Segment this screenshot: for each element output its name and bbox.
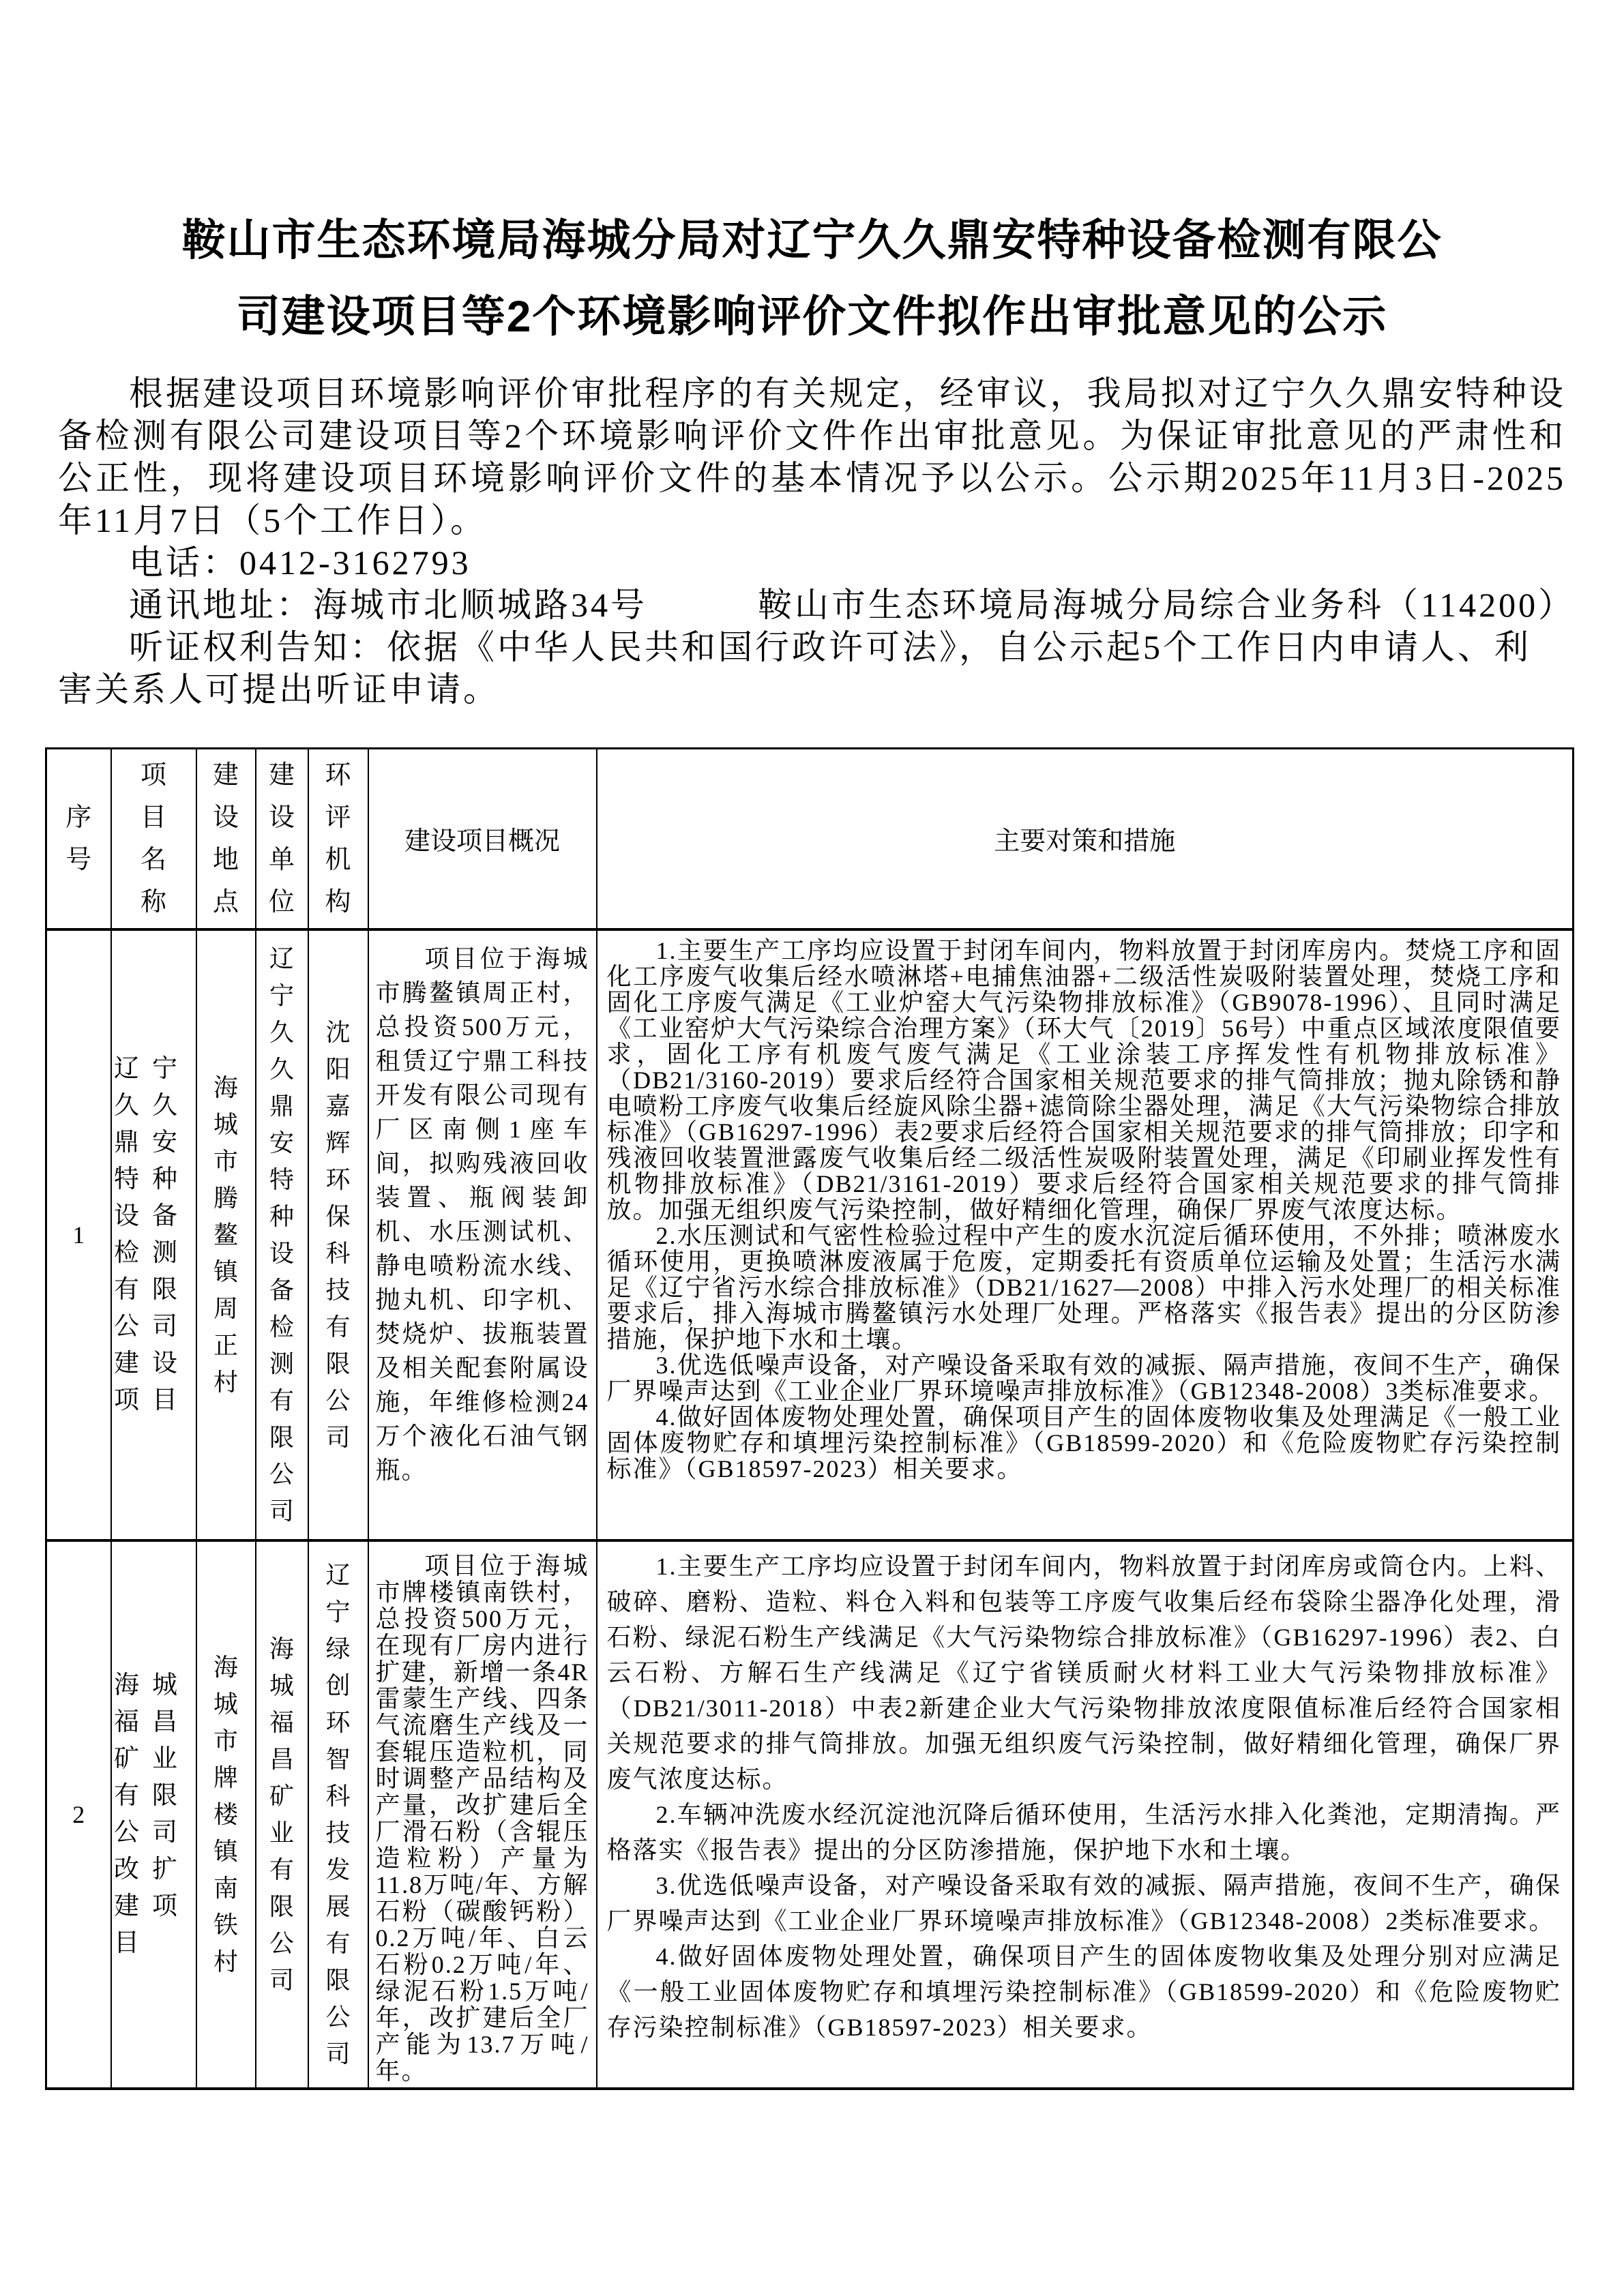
builder-cell: 辽宁久久鼎安特种设备检测有限公司 xyxy=(256,929,308,1540)
measure-item: 3.优选低噪声设备，对产噪设备采取有效的减振、隔声措施，夜间不生产，确保厂界噪声达到《工业企业厂界环境噪声排放标准》（GB12348-2008）3类标准要求。 xyxy=(606,1351,1561,1405)
overview-cell: 项目位于海城市腾鳌镇周正村，总投资500万元，租赁辽宁鼎工科技开发有限公司现有厂区南侧1座车间，拟购残液回收装置、瓶阀装卸机、水压测试机、静电喷粉流水线、抛丸机、印字机、焚烧炉、拔瓶装置及相关配套附属设施，年维修检测24万个液化石油气钢瓶。 xyxy=(368,929,597,1540)
measures-list xyxy=(597,1542,1573,2086)
col-header-agency: 环评机构 xyxy=(308,749,368,929)
measure-item: 3.优选低噪声设备，对产噪设备采取有效的减振、隔声措施，夜间不生产，确保厂界噪声达到《工业企业厂界环境噪声排放标准》（GB12348-2008）2类标准要求。 xyxy=(606,1871,1561,1935)
col-header-measures: 主要对策和措施 xyxy=(597,749,1574,929)
address-line: 通讯地址：海城市北顺城路34号 鞍山市生态环境局海城分局综合业务科（114200） xyxy=(129,586,1576,624)
builder-cell: 海城福昌矿业有限公司 xyxy=(256,1540,308,2089)
row-index: 1 xyxy=(46,929,111,1540)
project-name-cell: 辽宁久久鼎安特种设备检测有限公司建设项目 xyxy=(111,929,196,1540)
table-row xyxy=(46,929,1574,1540)
page-title: 鞍山市生态环境局海城分局对辽宁久久鼎安特种设备检测有限公司建设项目等2个环境影响评价文件拟作出审批意见的公示 xyxy=(181,215,1443,341)
measure-item: 4.做好固体废物处理处置，确保项目产生的固体废物收集及处理分别对应满足《一般工业固体废物贮存和填埋污染控制标准》（GB18599-2020）和《危险废物贮存污染控制标准》（GB18597-2023）相关要求。 xyxy=(606,1942,1561,2041)
col-header-location: 建设地点 xyxy=(196,749,256,929)
project-name-cell: 海城福昌矿业有限公司改扩建项目 xyxy=(111,1540,196,2089)
measures-list xyxy=(597,931,1573,1536)
measure-item: 1.主要生产工序均应设置于封闭车间内，物料放置于封闭库房内。焚烧工序和固化工序废气收集后经水喷淋塔+电捕焦油器+二级活性炭吸附装置处理，焚烧工序和固化工序废气满足《工业炉窑大气污染物排放标准》（GB9078-1996）、且同时满足《工业窑炉大气污染综合治理方案》（环大气〔2019〕56号）中重点区域浓度限值要求，固化工序有机废气废气满足《工业涂装工序挥发性有机物排放标准》（DB21/3160-2019）要求后经符合国家相关规范要求的排气筒排放；抛丸除锈和静电喷粉工序废气收集后经旋风除尘器+滤筒除尘器处理，满足《大气污染物综合排放标准》（GB16297-1996）表2要求后经符合国家相关规范要求的排气筒排放；印字和残液回收装置泄露废气收集后经二级活性炭吸附装置处理，满足《印刷业挥发性有机物排放标准》（DB21/3161-2019）要求后经符合国家相关规范要求的排气筒排放。加强无组织废气污染控制，做好精细化管理，确保厂界废气浓度达标。 xyxy=(606,936,1561,1223)
location-cell: 海城市腾鳌镇周正村 xyxy=(196,929,256,1540)
table-header-row xyxy=(46,749,1574,929)
measure-item: 2.水压测试和气密性检验过程中产生的废水沉淀后循环使用，不外排；喷淋废水循环使用，更换喷淋废液属于危废，定期委托有资质单位运输及处置；生活污水满足《辽宁省污水综合排放标准》（DB21/1627—2008）中排入污水处理厂的相关标准要求后，排入海城市腾鳌镇污水处理厂处理。严格落实《报告表》提出的分区防渗措施，保护地下水和土壤。 xyxy=(606,1221,1561,1353)
intro-paragraph: 根据建设项目环境影响评价审批程序的有关规定，经审议，我局拟对辽宁久久鼎安特种设备检测有限公司建设项目等2个环境影响评价文件作出审批意见。为保证审批意见的严肃性和公正性，现将建设项目环境影响评价文件的基本情况予以公示。公示期2025年11月3日-2025年11月7日（5个工作日）。 xyxy=(58,374,1566,539)
agency-cell: 沈阳嘉辉环保科技有限公司 xyxy=(308,929,368,1540)
location-cell: 海城市牌楼镇南铁村 xyxy=(196,1540,256,2089)
agency-cell: 辽宁绿创环智科技发展有限公司 xyxy=(308,1540,368,2089)
measure-item: 4.做好固体废物处理处置，确保项目产生的固体废物收集及处理满足《一般工业固体废物贮存和填埋污染控制标准》（GB18599-2020）和《危险废物贮存污染控制标准》（GB18597-2023）相关要求。 xyxy=(606,1403,1561,1482)
table-row xyxy=(46,1540,1574,2089)
projects-table xyxy=(45,747,1574,2090)
col-header-project-name: 项目名称 xyxy=(111,749,196,929)
measure-item: 1.主要生产工序均应设置于封闭车间内，物料放置于封闭库房或筒仓内。上料、破碎、磨粉、造粒、料仓入料和包装等工序废气收集后经布袋除尘器净化处理，滑石粉、绿泥石粉生产线满足《大气污染物综合排放标准》（GB16297-1996）表2、白云石粉、方解石生产线满足《辽宁省镁质耐火材料工业大气污染物排放标准》（DB21/3011-2018）中表2新建企业大气污染物排放浓度限值标准后经符合国家相关规范要求的排气筒排放。加强无组织废气污染控制，做好精细化管理，确保厂界废气浓度达标。 xyxy=(606,1552,1561,1793)
col-header-overview: 建设项目概况 xyxy=(368,749,597,929)
phone-line: 电话：0412-3162793 xyxy=(129,543,471,582)
intro-section xyxy=(58,372,1576,711)
overview-cell: 项目位于海城市牌楼镇南铁村，总投资500万元，在现有厂房内进行扩建，新增一条4R雷蒙生产线、四条气流磨生产线及一套辊压造粒机，同时调整产品结构及产量，改扩建后全厂滑石粉（含辊压造粒粉）产量为11.8万吨/年、方解石粉（碳酸钙粉）0.2万吨/年、白云石粉0.2万吨/年、绿泥石粉1.5万吨/年，改扩建后全厂产能为13.7万吨/年。 xyxy=(368,1540,597,2089)
col-header-index: 序号 xyxy=(46,749,111,929)
hearing-line: 听证权利告知：依据《中华人民共和国行政许可法》，自公示起5个工作日内申请人、利害关系人可提出听证申请。 xyxy=(58,628,1531,709)
measures-cell xyxy=(597,929,1574,1540)
measure-item: 2.车辆冲洗废水经沉淀池沉降后循环使用，生活污水排入化粪池，定期清掏。严格落实《报告表》提出的分区防渗措施，保护地下水和土壤。 xyxy=(606,1800,1561,1864)
row-index: 2 xyxy=(46,1540,111,2089)
measures-cell xyxy=(597,1540,1574,2089)
col-header-builder: 建设单位 xyxy=(256,749,308,929)
